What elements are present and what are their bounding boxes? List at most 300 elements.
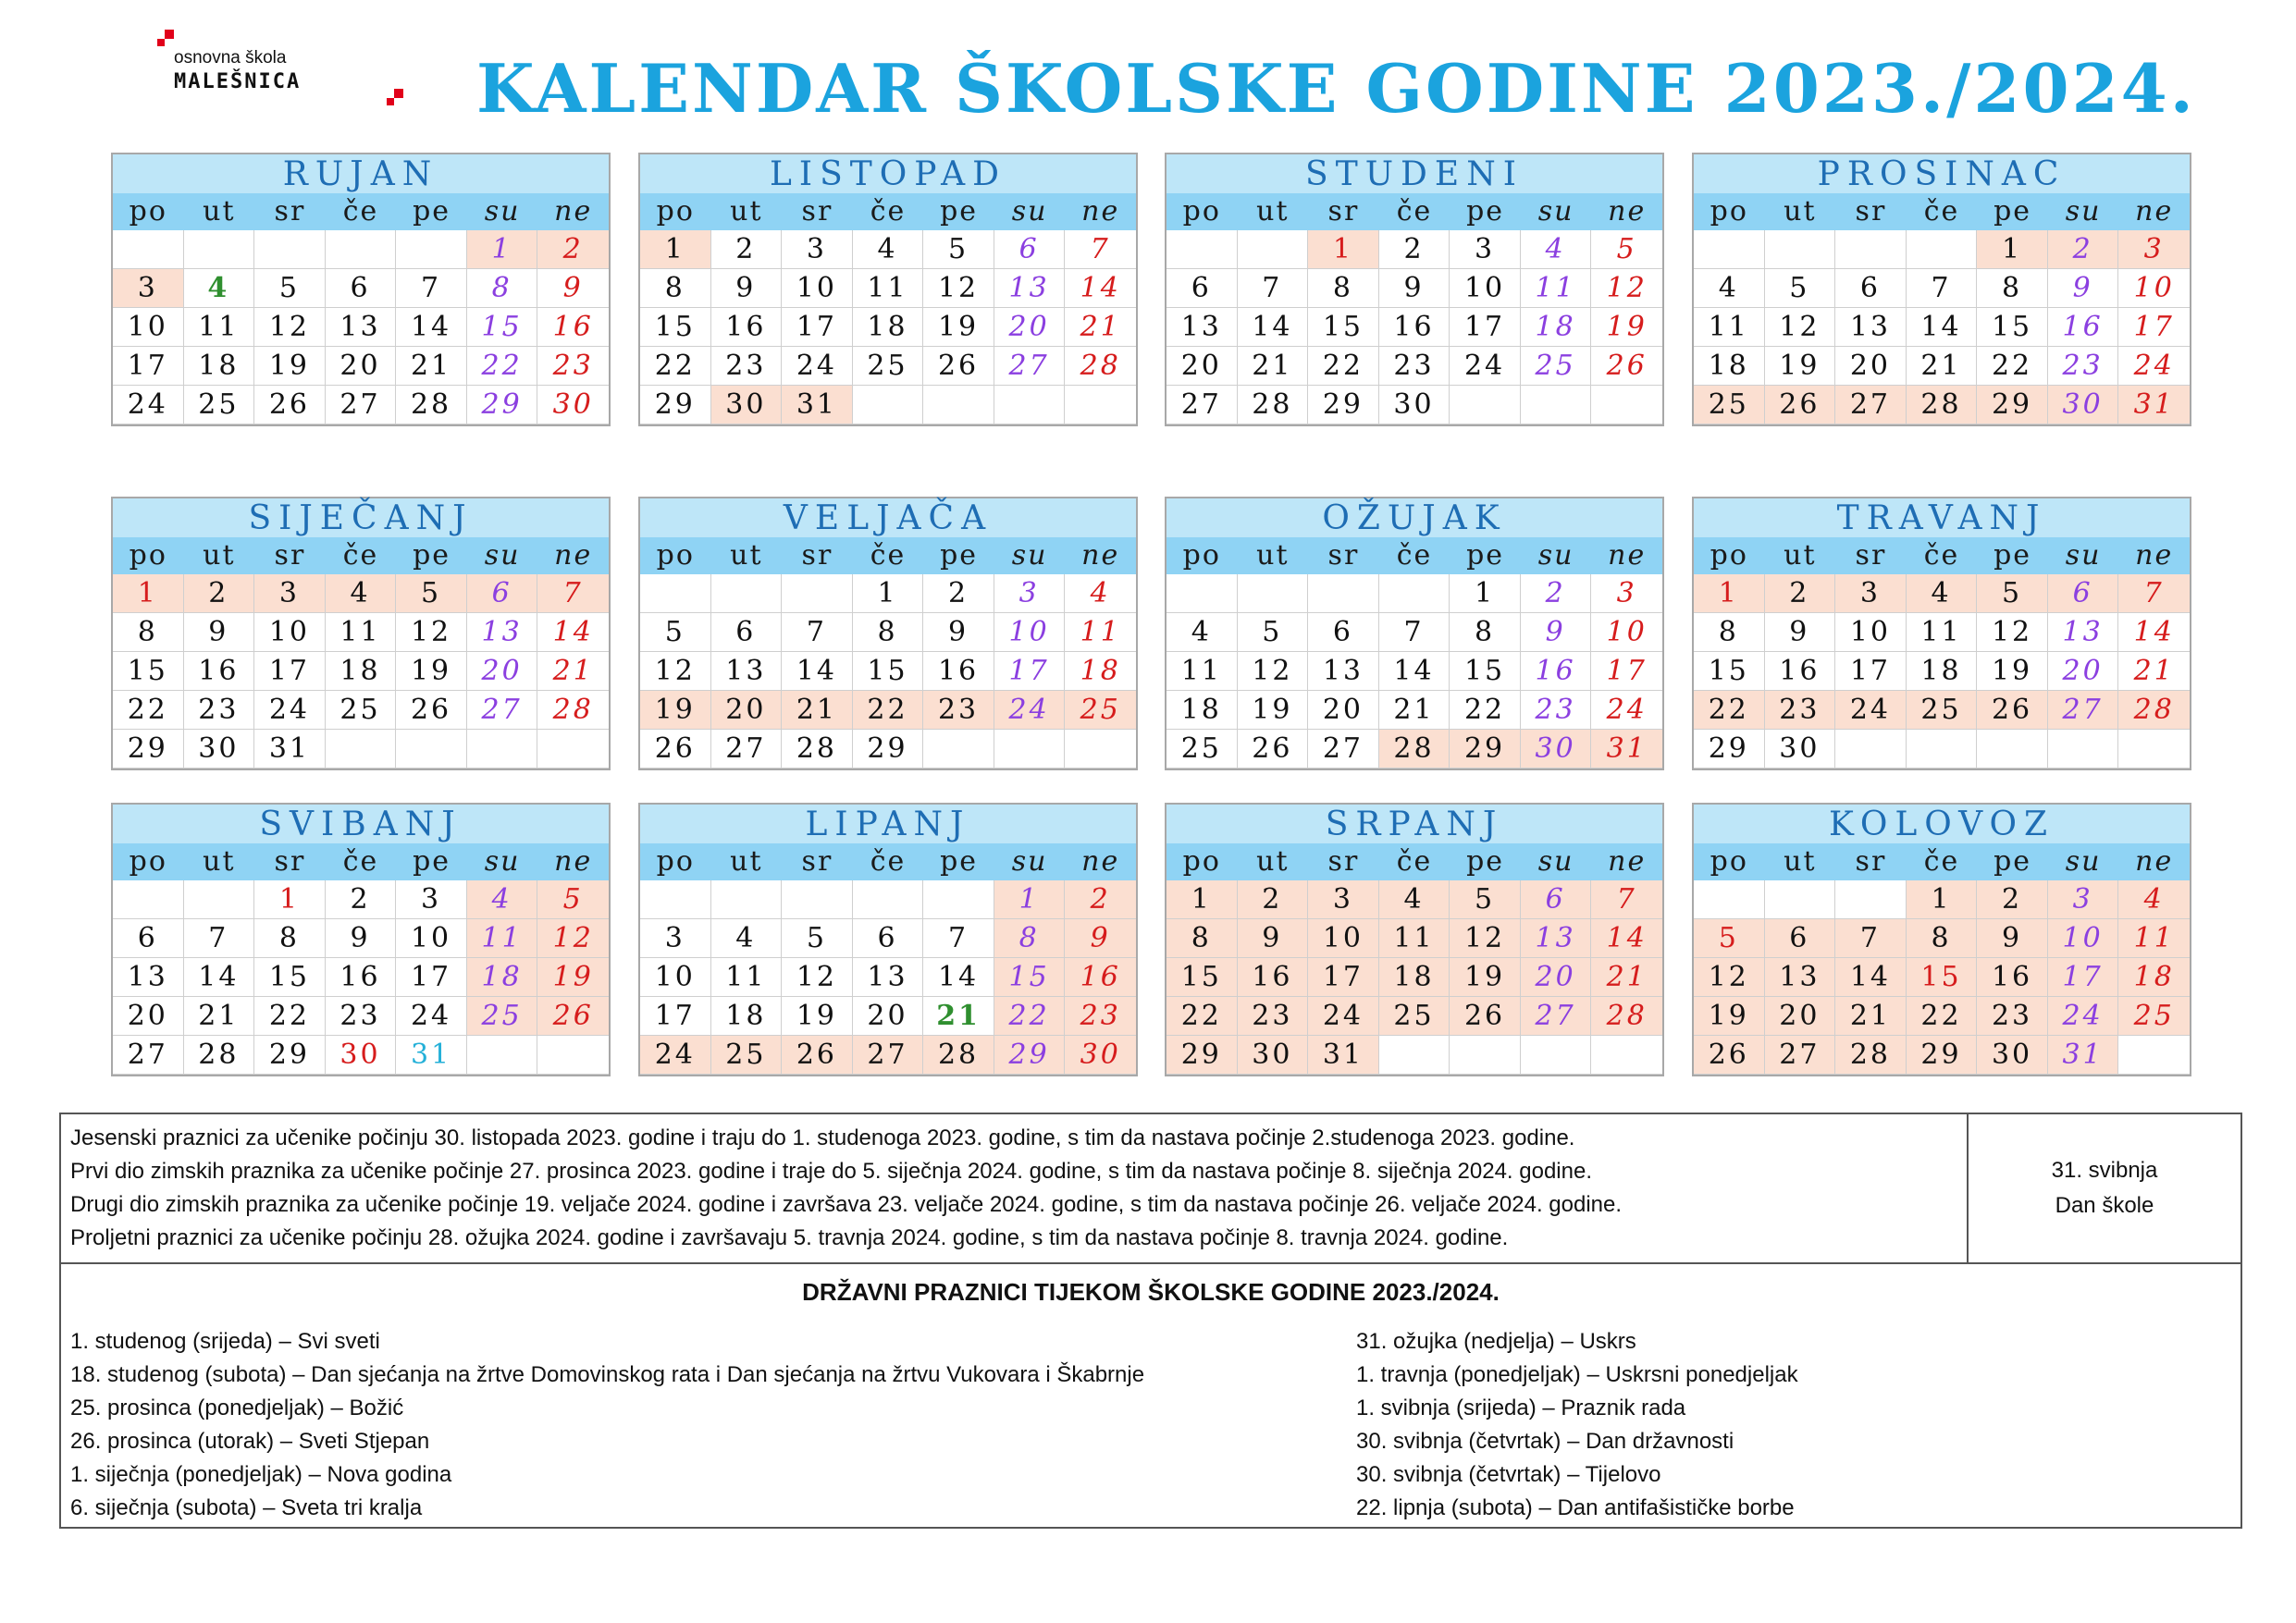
day-cell: 8 — [1694, 613, 1765, 652]
day-cell: 10 — [640, 958, 711, 997]
month-days — [113, 193, 609, 424]
day-cell: 17 — [994, 652, 1066, 691]
day-cell: 14 — [1591, 919, 1662, 958]
empty-cell — [1308, 574, 1379, 613]
day-cell: 11 — [711, 958, 783, 997]
logo-mark-icon — [165, 30, 174, 39]
day-cell: 20 — [853, 997, 924, 1036]
day-cell: 11 — [2118, 919, 2190, 958]
day-cell: 2 — [1379, 230, 1450, 269]
day-cell: 4 — [467, 880, 538, 919]
day-cell: 14 — [537, 613, 609, 652]
weekday-header: po — [113, 193, 184, 230]
empty-cell — [1238, 574, 1309, 613]
empty-cell — [782, 880, 853, 919]
day-cell: 24 — [1450, 347, 1521, 386]
day-cell: 19 — [1591, 308, 1662, 347]
day-cell: 13 — [1835, 308, 1907, 347]
weekday-header: če — [326, 843, 397, 880]
day-cell: 24 — [782, 347, 853, 386]
day-cell: 29 — [1450, 730, 1521, 768]
day-cell: 14 — [1907, 308, 1978, 347]
weekday-header: po — [640, 843, 711, 880]
day-cell: 6 — [994, 230, 1066, 269]
day-cell: 4 — [711, 919, 783, 958]
weekday-header: ne — [1591, 537, 1662, 574]
day-cell: 29 — [1308, 386, 1379, 424]
empty-cell — [711, 574, 783, 613]
day-cell: 23 — [537, 347, 609, 386]
empty-cell — [1835, 230, 1907, 269]
day-cell: 12 — [782, 958, 853, 997]
day-cell: 26 — [254, 386, 326, 424]
day-cell: 7 — [1238, 269, 1309, 308]
day-cell: 5 — [254, 269, 326, 308]
day-cell: 1 — [640, 230, 711, 269]
day-cell: 1 — [1694, 574, 1765, 613]
day-cell: 13 — [853, 958, 924, 997]
day-cell: 6 — [467, 574, 538, 613]
day-cell: 16 — [537, 308, 609, 347]
day-cell: 10 — [2118, 269, 2190, 308]
holiday-item: 6. siječnja (subota) – Sveta tri kralja — [70, 1495, 423, 1520]
day-cell: 17 — [1450, 308, 1521, 347]
empty-cell — [1591, 1036, 1662, 1075]
day-cell: 19 — [1694, 997, 1765, 1036]
day-cell: 22 — [254, 997, 326, 1036]
month-rujan — [111, 153, 611, 426]
day-cell: 20 — [1167, 347, 1238, 386]
day-cell: 16 — [326, 958, 397, 997]
day-cell: 15 — [1694, 652, 1765, 691]
weekday-header: pe — [1450, 843, 1521, 880]
day-cell: 17 — [113, 347, 184, 386]
day-cell: 2 — [326, 880, 397, 919]
day-cell: 14 — [1065, 269, 1136, 308]
weekday-header: ut — [1238, 193, 1309, 230]
day-cell: 6 — [1521, 880, 1592, 919]
day-cell: 1 — [853, 574, 924, 613]
empty-cell — [1765, 880, 1836, 919]
day-cell: 23 — [1977, 997, 2048, 1036]
weekday-header: sr — [1308, 193, 1379, 230]
weekday-header: pe — [1450, 193, 1521, 230]
month-name: TRAVANJ — [1694, 498, 2190, 537]
day-cell: 26 — [1238, 730, 1309, 768]
weekday-header: pe — [396, 537, 467, 574]
day-cell: 18 — [711, 997, 783, 1036]
month-name: VELJAČA — [640, 498, 1136, 537]
day-cell: 17 — [1835, 652, 1907, 691]
day-cell: 21 — [1907, 347, 1978, 386]
day-cell: 16 — [711, 308, 783, 347]
month-days — [640, 537, 1136, 768]
weekday-header: pe — [1450, 537, 1521, 574]
day-cell: 29 — [1167, 1036, 1238, 1075]
day-cell: 17 — [1308, 958, 1379, 997]
day-cell: 31 — [396, 1036, 467, 1075]
day-cell: 20 — [467, 652, 538, 691]
empty-cell — [1907, 730, 1978, 768]
day-cell: 12 — [923, 269, 994, 308]
vacation-note: Prvi dio zimskih praznika za učenike počinje 27. prosinca 2023. godine i traje do 5. siječnja 2024. godine, s tim da nastava počinje 8. siječnja 2024. godine. — [70, 1159, 1592, 1184]
day-cell: 17 — [2048, 958, 2119, 997]
day-cell: 27 — [113, 1036, 184, 1075]
day-cell: 13 — [1167, 308, 1238, 347]
day-cell: 28 — [1065, 347, 1136, 386]
empty-cell — [396, 230, 467, 269]
day-cell: 25 — [1167, 730, 1238, 768]
vacation-note: Proljetni praznici za učenike počinju 28. ožujka 2024. godine i završavaju 5. travnja 2024. godine, s tim da nastava počinje 8. travnja 2024. godine. — [70, 1225, 1509, 1250]
day-cell: 29 — [1977, 386, 2048, 424]
empty-cell — [1065, 386, 1136, 424]
holiday-item: 18. studenog (subota) – Dan sjećanja na žrtve Domovinskog rata i Dan sjećanja na žrtvu Vukovara i Škabrnje — [70, 1362, 1145, 1387]
day-cell: 22 — [1694, 691, 1765, 730]
day-cell: 1 — [467, 230, 538, 269]
day-cell: 8 — [994, 919, 1066, 958]
weekday-header: su — [1521, 537, 1592, 574]
empty-cell — [537, 1036, 609, 1075]
day-cell: 6 — [2048, 574, 2119, 613]
weekday-header: su — [467, 193, 538, 230]
day-cell: 28 — [1591, 997, 1662, 1036]
month-name: SVIBANJ — [113, 805, 609, 843]
weekday-header: če — [853, 537, 924, 574]
month-travanj — [1692, 497, 2191, 770]
month-svibanj — [111, 803, 611, 1076]
day-cell: 16 — [1977, 958, 2048, 997]
day-cell: 9 — [1977, 919, 2048, 958]
empty-cell — [923, 880, 994, 919]
holiday-item: 1. svibnja (srijeda) – Praznik rada — [1356, 1396, 1686, 1420]
day-cell: 28 — [1238, 386, 1309, 424]
day-cell: 21 — [1065, 308, 1136, 347]
day-cell: 30 — [1521, 730, 1592, 768]
school-day-box — [1969, 1114, 2240, 1264]
day-cell: 25 — [1065, 691, 1136, 730]
day-cell: 8 — [113, 613, 184, 652]
day-cell: 14 — [184, 958, 255, 997]
day-cell: 2 — [1065, 880, 1136, 919]
weekday-header: po — [1694, 843, 1765, 880]
weekday-header: su — [2048, 193, 2119, 230]
day-cell: 18 — [467, 958, 538, 997]
day-cell: 11 — [467, 919, 538, 958]
weekday-header: ne — [537, 193, 609, 230]
day-cell: 27 — [1835, 386, 1907, 424]
day-cell: 17 — [640, 997, 711, 1036]
empty-cell — [1835, 880, 1907, 919]
day-cell: 21 — [537, 652, 609, 691]
day-cell: 15 — [1977, 308, 2048, 347]
weekday-header: su — [994, 193, 1066, 230]
weekday-header: sr — [254, 193, 326, 230]
day-cell: 23 — [711, 347, 783, 386]
day-cell: 29 — [853, 730, 924, 768]
day-cell: 16 — [184, 652, 255, 691]
day-cell: 31 — [254, 730, 326, 768]
empty-cell — [2048, 730, 2119, 768]
weekday-header: pe — [396, 193, 467, 230]
day-cell: 17 — [254, 652, 326, 691]
day-cell: 21 — [1591, 958, 1662, 997]
day-cell: 15 — [853, 652, 924, 691]
empty-cell — [326, 230, 397, 269]
day-cell: 24 — [994, 691, 1066, 730]
weekday-header: pe — [396, 843, 467, 880]
weekday-header: sr — [782, 537, 853, 574]
day-cell: 15 — [640, 308, 711, 347]
day-cell: 22 — [113, 691, 184, 730]
day-cell: 23 — [1065, 997, 1136, 1036]
empty-cell — [1167, 574, 1238, 613]
weekday-header: sr — [1835, 193, 1907, 230]
day-cell: 18 — [1694, 347, 1765, 386]
day-cell: 5 — [1591, 230, 1662, 269]
day-cell: 9 — [1765, 613, 1836, 652]
weekday-header: ut — [184, 537, 255, 574]
empty-cell — [113, 880, 184, 919]
holiday-item: 30. svibnja (četvrtak) – Tijelovo — [1356, 1462, 1661, 1487]
day-cell: 25 — [1521, 347, 1592, 386]
day-cell: 8 — [1167, 919, 1238, 958]
day-cell: 20 — [994, 308, 1066, 347]
empty-cell — [1450, 386, 1521, 424]
day-cell: 9 — [1065, 919, 1136, 958]
day-cell: 27 — [994, 347, 1066, 386]
day-cell: 11 — [1694, 308, 1765, 347]
day-cell: 1 — [1450, 574, 1521, 613]
month-name: KOLOVOZ — [1694, 805, 2190, 843]
month-days — [1167, 537, 1662, 768]
day-cell: 22 — [853, 691, 924, 730]
day-cell: 13 — [994, 269, 1066, 308]
day-cell: 19 — [1765, 347, 1836, 386]
day-cell: 12 — [537, 919, 609, 958]
day-cell: 21 — [1835, 997, 1907, 1036]
day-cell: 22 — [640, 347, 711, 386]
school-day-label: Dan škole — [2055, 1193, 2154, 1218]
empty-cell — [1379, 574, 1450, 613]
day-cell: 22 — [1907, 997, 1978, 1036]
empty-cell — [1450, 1036, 1521, 1075]
day-cell: 2 — [537, 230, 609, 269]
day-cell: 12 — [1765, 308, 1836, 347]
day-cell: 14 — [1238, 308, 1309, 347]
day-cell: 9 — [923, 613, 994, 652]
weekday-header: ne — [1065, 843, 1136, 880]
day-cell: 6 — [326, 269, 397, 308]
empty-cell — [1765, 230, 1836, 269]
empty-cell — [1521, 386, 1592, 424]
day-cell: 23 — [1765, 691, 1836, 730]
day-cell: 9 — [1521, 613, 1592, 652]
day-cell: 10 — [1308, 919, 1379, 958]
day-cell: 8 — [1450, 613, 1521, 652]
day-cell: 25 — [467, 997, 538, 1036]
school-logo — [157, 28, 416, 116]
day-cell: 18 — [2118, 958, 2190, 997]
day-cell: 12 — [1450, 919, 1521, 958]
day-cell: 11 — [326, 613, 397, 652]
day-cell: 29 — [1907, 1036, 1978, 1075]
day-cell: 1 — [254, 880, 326, 919]
day-cell: 4 — [1065, 574, 1136, 613]
weekday-header: če — [1379, 193, 1450, 230]
holiday-item: 26. prosinca (utorak) – Sveti Stjepan — [70, 1429, 430, 1454]
day-cell: 5 — [782, 919, 853, 958]
day-cell: 21 — [396, 347, 467, 386]
day-cell: 2 — [184, 574, 255, 613]
day-cell: 27 — [1167, 386, 1238, 424]
day-cell: 22 — [1450, 691, 1521, 730]
month-name: PROSINAC — [1694, 154, 2190, 193]
day-cell: 2 — [923, 574, 994, 613]
day-cell: 19 — [782, 997, 853, 1036]
weekday-header: ne — [537, 843, 609, 880]
month-days — [640, 843, 1136, 1075]
weekday-header: če — [1907, 537, 1978, 574]
holidays-list-left — [70, 1325, 1144, 1525]
weekday-header: pe — [923, 537, 994, 574]
day-cell: 6 — [853, 919, 924, 958]
day-cell: 29 — [254, 1036, 326, 1075]
day-cell: 28 — [184, 1036, 255, 1075]
day-cell: 1 — [113, 574, 184, 613]
day-cell: 10 — [1450, 269, 1521, 308]
weekday-header: če — [853, 193, 924, 230]
day-cell: 11 — [1379, 919, 1450, 958]
day-cell: 25 — [853, 347, 924, 386]
day-cell: 13 — [467, 613, 538, 652]
month-name: RUJAN — [113, 154, 609, 193]
day-cell: 3 — [994, 574, 1066, 613]
weekday-header: sr — [1308, 537, 1379, 574]
weekday-header: če — [1907, 193, 1978, 230]
weekday-header: sr — [782, 843, 853, 880]
day-cell: 3 — [113, 269, 184, 308]
day-cell: 16 — [923, 652, 994, 691]
day-cell: 28 — [2118, 691, 2190, 730]
empty-cell — [1591, 386, 1662, 424]
month-prosinac — [1692, 153, 2191, 426]
empty-cell — [113, 230, 184, 269]
empty-cell — [1238, 230, 1309, 269]
day-cell: 19 — [923, 308, 994, 347]
day-cell: 24 — [396, 997, 467, 1036]
day-cell: 16 — [1379, 308, 1450, 347]
empty-cell — [853, 880, 924, 919]
day-cell: 1 — [1907, 880, 1978, 919]
day-cell: 27 — [2048, 691, 2119, 730]
weekday-header: po — [1167, 843, 1238, 880]
day-cell: 24 — [2048, 997, 2119, 1036]
day-cell: 5 — [1694, 919, 1765, 958]
day-cell: 23 — [1521, 691, 1592, 730]
day-cell: 25 — [711, 1036, 783, 1075]
day-cell: 18 — [1379, 958, 1450, 997]
day-cell: 4 — [1167, 613, 1238, 652]
day-cell: 8 — [853, 613, 924, 652]
day-cell: 15 — [1167, 958, 1238, 997]
day-cell: 21 — [782, 691, 853, 730]
day-cell: 9 — [1238, 919, 1309, 958]
weekday-header: su — [467, 843, 538, 880]
day-cell: 29 — [1694, 730, 1765, 768]
day-cell: 1 — [1308, 230, 1379, 269]
day-cell: 27 — [711, 730, 783, 768]
day-cell: 10 — [1591, 613, 1662, 652]
empty-cell — [640, 574, 711, 613]
day-cell: 18 — [1521, 308, 1592, 347]
day-cell: 22 — [1308, 347, 1379, 386]
day-cell: 19 — [1977, 652, 2048, 691]
day-cell: 24 — [640, 1036, 711, 1075]
vacation-note: Drugi dio zimskih praznika za učenike počinje 19. veljače 2024. godine i završava 23. veljače 2024. godine, s tim da nastava počinje 26. veljače 2024. godine. — [70, 1192, 1623, 1217]
day-cell: 25 — [1379, 997, 1450, 1036]
day-cell: 29 — [994, 1036, 1066, 1075]
day-cell: 9 — [2048, 269, 2119, 308]
day-cell: 24 — [1308, 997, 1379, 1036]
day-cell: 3 — [1308, 880, 1379, 919]
empty-cell — [1977, 730, 2048, 768]
weekday-header: su — [994, 843, 1066, 880]
day-cell: 4 — [1907, 574, 1978, 613]
day-cell: 24 — [254, 691, 326, 730]
day-cell: 24 — [2118, 347, 2190, 386]
day-cell: 15 — [467, 308, 538, 347]
day-cell: 25 — [1694, 386, 1765, 424]
month-listopad — [638, 153, 1138, 426]
empty-cell — [537, 730, 609, 768]
weekday-header: ut — [711, 843, 783, 880]
day-cell: 31 — [782, 386, 853, 424]
day-cell: 12 — [254, 308, 326, 347]
day-cell: 11 — [1907, 613, 1978, 652]
weekday-header: ne — [2118, 193, 2190, 230]
empty-cell — [184, 880, 255, 919]
day-cell: 13 — [1521, 919, 1592, 958]
weekday-header: po — [1167, 193, 1238, 230]
day-cell: 10 — [994, 613, 1066, 652]
weekday-header: ut — [711, 537, 783, 574]
weekday-header: sr — [1308, 843, 1379, 880]
day-cell: 2 — [2048, 230, 2119, 269]
day-cell: 11 — [1167, 652, 1238, 691]
day-cell: 12 — [1591, 269, 1662, 308]
weekday-header: su — [2048, 537, 2119, 574]
weekday-header: po — [113, 843, 184, 880]
weekday-header: po — [113, 537, 184, 574]
day-cell: 21 — [923, 997, 994, 1036]
day-cell: 4 — [326, 574, 397, 613]
day-cell: 26 — [1765, 386, 1836, 424]
day-cell: 11 — [853, 269, 924, 308]
day-cell: 10 — [1835, 613, 1907, 652]
day-cell: 31 — [2048, 1036, 2119, 1075]
empty-cell — [1907, 230, 1978, 269]
day-cell: 31 — [1308, 1036, 1379, 1075]
day-cell: 28 — [537, 691, 609, 730]
weekday-header: ne — [537, 537, 609, 574]
weekday-header: ne — [1591, 193, 1662, 230]
day-cell: 3 — [2048, 880, 2119, 919]
day-cell: 6 — [1167, 269, 1238, 308]
day-cell: 19 — [537, 958, 609, 997]
empty-cell — [326, 730, 397, 768]
day-cell: 4 — [184, 269, 255, 308]
day-cell: 15 — [994, 958, 1066, 997]
